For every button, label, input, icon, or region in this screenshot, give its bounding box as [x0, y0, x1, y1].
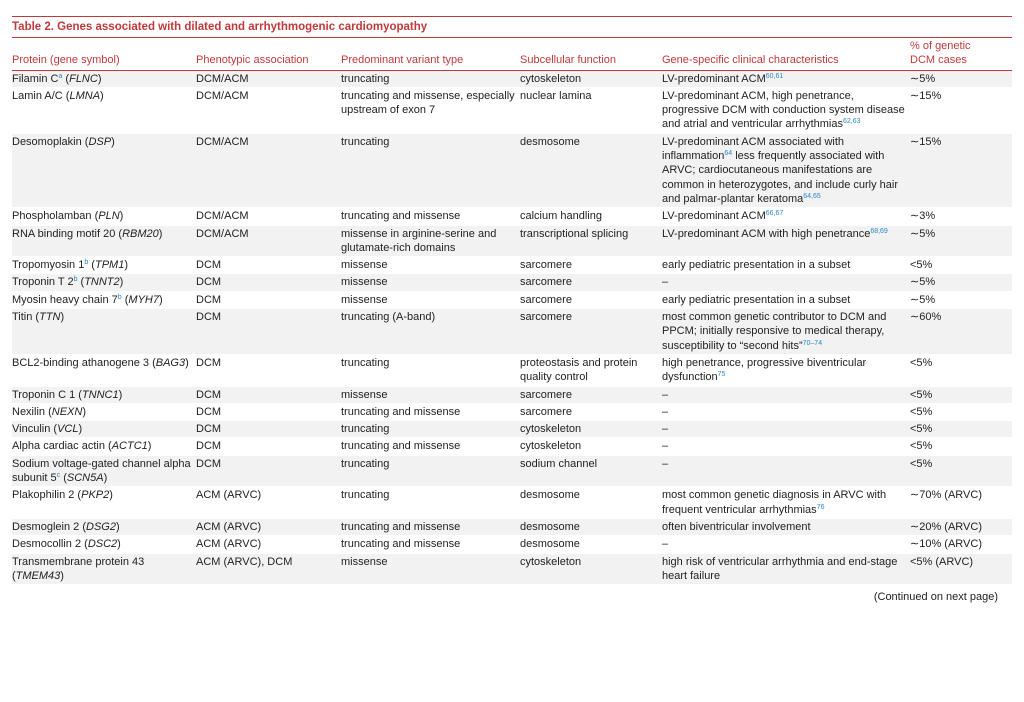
cell-pct	[910, 291, 1012, 308]
clinical-text: –	[662, 440, 669, 453]
phenotype-text: DCM	[196, 405, 222, 418]
cell-subcellular	[520, 455, 662, 487]
table-row	[12, 354, 1012, 386]
cell-pct	[910, 438, 1012, 455]
protein-name: Sodium voltage-gated channel alpha subunit 5	[12, 457, 191, 485]
cell-protein: Filamin $C^a$ (FLNC)	[12, 70, 196, 87]
protein-name: Desomoplakin	[12, 135, 82, 148]
cell-pct	[910, 208, 1012, 225]
pct-text: <5%	[910, 457, 933, 470]
cell-protein: Desomoplakin (DSP)	[12, 133, 196, 207]
subcellular-text: cytoskeleton	[520, 72, 582, 85]
phenotype-text: ACM (ARVC)	[196, 538, 262, 551]
gene-symbol: DSP	[88, 135, 112, 148]
protein-name: Troponin C 1	[12, 388, 76, 401]
protein-name: RNA binding motif 20	[12, 227, 116, 240]
cell-variant	[341, 274, 520, 291]
gene-symbol: NEXN	[51, 405, 83, 418]
clinical-text: high risk of ventricular arrhythmia and end-stage heart failure	[662, 555, 898, 582]
cell-clinical	[662, 487, 910, 519]
cell-variant	[341, 438, 520, 455]
cell-variant	[341, 208, 520, 225]
table-row	[12, 225, 1012, 257]
cell-phenotype	[196, 274, 341, 291]
subcellular-text: sarcomere	[520, 388, 572, 401]
protein-name: Titin	[12, 311, 33, 324]
cell-protein: Troponin C 1 (TNNC1)	[12, 386, 196, 403]
clinical-text: often biventricular involvement	[662, 520, 811, 533]
phenotype-text: DCM	[196, 259, 222, 272]
variant-text: missense	[341, 388, 388, 401]
header-pct-line2: DCM cases	[910, 54, 967, 67]
clinical-text: LV-predominant ACM, high penetrance, progressive DCM with conduction system disease and atrial and ventricular arrhythmias	[662, 89, 905, 131]
variant-text: truncating	[341, 135, 390, 148]
cell-variant	[341, 225, 520, 257]
cell-clinical	[662, 403, 910, 420]
table-row	[12, 403, 1012, 420]
cell-phenotype	[196, 70, 341, 87]
variant-text: missense	[341, 259, 388, 272]
protein-name: Phospholamban	[12, 210, 92, 223]
cell-variant	[341, 536, 520, 553]
cell-pct	[910, 133, 1012, 207]
gene-symbol: TNNC1	[81, 388, 119, 401]
phenotype-text: DCM	[196, 311, 222, 324]
header-variant: Predominant variant type	[341, 38, 520, 70]
pct-text: ∼10% (ARVC)	[910, 538, 982, 551]
pct-text: ∼20% (ARVC)	[910, 520, 982, 533]
pct-text: <5% (ARVC)	[910, 555, 974, 568]
phenotype-text: DCM	[196, 440, 222, 453]
cell-subcellular	[520, 438, 662, 455]
cell-protein: Troponin T 2$^b$ (TNNT2)	[12, 274, 196, 291]
cell-subcellular	[520, 487, 662, 519]
clinical-reference: 66,67	[765, 210, 784, 218]
cell-subcellular	[520, 518, 662, 535]
cell-variant	[341, 487, 520, 519]
cell-variant	[341, 386, 520, 403]
cell-clinical	[662, 208, 910, 225]
cell-protein: Titin (TTN)	[12, 309, 196, 355]
cell-subcellular	[520, 291, 662, 308]
cell-phenotype	[196, 421, 341, 438]
cell-pct	[910, 403, 1012, 420]
cell-variant	[341, 257, 520, 274]
continued-note	[12, 591, 1012, 603]
gene-symbol: TNNT2	[84, 276, 120, 289]
clinical-text: most common genetic contributor to DCM and PPCM; initially responsive to medical therapy, susceptibility to “second hits”	[662, 311, 887, 352]
header-row	[12, 38, 1012, 70]
clinical-text: –	[662, 276, 669, 289]
protein-name: Transmembrane protein 43	[12, 555, 145, 568]
table-row	[12, 536, 1012, 553]
phenotype-text: DCM/ACM	[196, 72, 249, 85]
clinical-text: LV-predominant ACM	[662, 210, 766, 223]
clinical-text: –	[662, 405, 669, 418]
subcellular-text: sodium channel	[520, 457, 598, 470]
cell-phenotype	[196, 291, 341, 308]
cell-subcellular	[520, 225, 662, 257]
table-row	[12, 291, 1012, 308]
protein-name: Filamin C	[12, 72, 59, 85]
cell-subcellular	[520, 274, 662, 291]
cell-clinical	[662, 291, 910, 308]
cell-protein: RNA binding motif 20 (RBM20)	[12, 225, 196, 257]
cell-phenotype	[196, 133, 341, 207]
subcellular-text: calcium handling	[520, 210, 602, 223]
header-protein: Protein (gene symbol)	[12, 38, 196, 70]
cell-protein: Plakophilin 2 (PKP2)	[12, 487, 196, 519]
cell-protein: Vinculin (VCL)	[12, 421, 196, 438]
protein-name: Troponin T 2	[12, 276, 74, 289]
gene-symbol: FLNC	[69, 72, 98, 85]
subcellular-text: desmosome	[520, 520, 580, 533]
header-phenotype: Phenotypic association	[196, 38, 341, 70]
protein-name: Nexilin	[12, 405, 46, 418]
gene-symbol: ACTC1	[111, 440, 148, 453]
clinical-text: LV-predominant ACM with high penetrance	[662, 227, 871, 240]
table-row	[12, 133, 1012, 207]
gene-symbol: PKP2	[81, 489, 110, 502]
clinical-text: most common genetic diagnosis in ARVC with frequent ventricular arrhythmias	[662, 489, 887, 516]
cell-pct	[910, 354, 1012, 386]
phenotype-text: DCM/ACM	[196, 227, 249, 240]
cell-clinical	[662, 354, 910, 386]
gene-symbol: DSC2	[87, 538, 118, 551]
cell-pct	[910, 87, 1012, 133]
cell-clinical	[662, 274, 910, 291]
gene-symbol: RBM20	[122, 227, 159, 240]
clinical-text: –	[662, 388, 669, 401]
cell-pct	[910, 421, 1012, 438]
cell-variant	[341, 553, 520, 585]
gene-symbol: LMNA	[69, 89, 101, 102]
protein-name: Vinculin	[12, 423, 51, 436]
variant-text: truncating	[341, 423, 390, 436]
protein-name: Alpha cardiac actin	[12, 440, 105, 453]
cell-phenotype	[196, 309, 341, 355]
clinical-text: –	[662, 423, 669, 436]
cell-variant	[341, 354, 520, 386]
variant-text: missense in arginine-serine and glutamate-rich domains	[341, 227, 497, 254]
cell-subcellular	[520, 309, 662, 355]
cell-subcellular	[520, 87, 662, 133]
cell-clinical	[662, 536, 910, 553]
pct-text: ∼5%	[910, 72, 936, 85]
protein-name: Lamin A/C	[12, 89, 63, 102]
subcellular-text: sarcomere	[520, 276, 572, 289]
cell-protein: Alpha cardiac actin (ACTC1)	[12, 438, 196, 455]
cell-clinical	[662, 87, 910, 133]
clinical-reference: 68,69	[870, 227, 888, 235]
subcellular-text: desmosome	[520, 538, 580, 551]
cell-subcellular	[520, 354, 662, 386]
cell-protein: Desmoglein 2 (DSG2)	[12, 518, 196, 535]
subcellular-text: cytoskeleton	[520, 555, 582, 568]
cell-protein: Sodium voltage-gated channel alpha subunit 5$^c$ (SCN5A)	[12, 455, 196, 487]
cell-phenotype	[196, 257, 341, 274]
cell-phenotype	[196, 403, 341, 420]
phenotype-text: ACM (ARVC), DCM	[196, 555, 293, 568]
table-row	[12, 421, 1012, 438]
clinical-reference: 62,63	[842, 118, 861, 126]
subcellular-text: cytoskeleton	[520, 440, 582, 453]
clinical-reference: 76	[816, 503, 825, 511]
pct-text: ∼5%	[910, 276, 936, 289]
cell-phenotype	[196, 386, 341, 403]
gene-symbol: TTN	[39, 311, 61, 324]
subcellular-text: desmosome	[520, 489, 580, 502]
cell-variant	[341, 309, 520, 355]
continued-close-paren: )	[994, 591, 998, 604]
header-subcellular: Subcellular function	[520, 38, 662, 70]
pct-text: ∼15%	[910, 89, 942, 102]
variant-text: truncating (A-band)	[341, 311, 436, 324]
pct-text: <5%	[910, 388, 933, 401]
genes-table	[12, 38, 1012, 585]
cell-variant	[341, 455, 520, 487]
cell-subcellular	[520, 208, 662, 225]
protein-name: Tropomyosin 1	[12, 259, 85, 272]
variant-text: missense	[341, 293, 388, 306]
cell-clinical	[662, 421, 910, 438]
cell-protein: Tropomyosin 1$^b$ (TPM1)	[12, 257, 196, 274]
protein-name: Desmocollin 2	[12, 538, 82, 551]
phenotype-text: DCM	[196, 388, 222, 401]
gene-symbol: BAG3	[155, 356, 186, 369]
cell-pct	[910, 309, 1012, 355]
cell-subcellular	[520, 403, 662, 420]
variant-text: truncating and missense, especially upstream of exon 7	[341, 89, 515, 117]
cell-phenotype	[196, 87, 341, 133]
cell-pct	[910, 455, 1012, 487]
phenotype-text: DCM	[196, 293, 222, 306]
subcellular-text: sarcomere	[520, 311, 572, 324]
cell-clinical	[662, 133, 910, 207]
phenotype-text: DCM/ACM	[196, 89, 249, 102]
protein-footnote-marker: c	[56, 472, 61, 480]
gene-symbol: TPM1	[94, 259, 125, 272]
table-row	[12, 553, 1012, 585]
cell-pct	[910, 70, 1012, 87]
subcellular-text: transcriptional splicing	[520, 227, 629, 240]
cell-phenotype	[196, 455, 341, 487]
protein-footnote-marker: b	[117, 293, 122, 301]
gene-symbol: MYH7	[128, 293, 159, 306]
table-row	[12, 487, 1012, 519]
cell-subcellular	[520, 70, 662, 87]
cell-pct	[910, 487, 1012, 519]
gene-symbol: DSG2	[86, 520, 116, 533]
continued-text: Continued on next page	[877, 591, 995, 604]
cell-pct	[910, 257, 1012, 274]
cell-protein: Transmembrane protein 43 (TMEM43)	[12, 553, 196, 585]
clinical-text: LV-predominant ACM associated with inflammation	[662, 135, 844, 163]
header-clinical: Gene-specific clinical characteristics	[662, 38, 910, 70]
gene-symbol: PLN	[98, 210, 120, 223]
cell-variant	[341, 291, 520, 308]
variant-text: truncating	[341, 72, 390, 85]
cell-clinical	[662, 455, 910, 487]
cell-protein: Nexilin (NEXN)	[12, 403, 196, 420]
cell-phenotype	[196, 487, 341, 519]
table-title: Table 2. Genes associated with dilated and arrhythmogenic cardiomyopathy	[12, 21, 428, 33]
protein-footnote-marker: a	[58, 72, 63, 80]
variant-text: truncating and missense	[341, 520, 461, 533]
cell-pct	[910, 553, 1012, 585]
table-page	[12, 0, 1012, 603]
pct-text: ∼3%	[910, 210, 936, 223]
table-row	[12, 70, 1012, 87]
pct-text: <5%	[910, 259, 933, 272]
pct-text: ∼5%	[910, 227, 936, 240]
cell-pct	[910, 225, 1012, 257]
cell-subcellular	[520, 257, 662, 274]
cell-subcellular	[520, 553, 662, 585]
table-row	[12, 274, 1012, 291]
cell-variant	[341, 133, 520, 207]
table-row	[12, 518, 1012, 535]
cell-clinical	[662, 553, 910, 585]
cell-variant	[341, 421, 520, 438]
cell-protein: Myosin heavy chain 7$^b$ (MYH7)	[12, 291, 196, 308]
phenotype-text: DCM	[196, 356, 222, 369]
cell-pct	[910, 386, 1012, 403]
variant-text: truncating	[341, 489, 390, 502]
cell-phenotype	[196, 225, 341, 257]
phenotype-text: DCM	[196, 423, 222, 436]
protein-name: Myosin heavy chain 7	[12, 293, 118, 306]
cell-subcellular	[520, 386, 662, 403]
header-pct-line1: % of genetic	[910, 40, 971, 52]
table-row	[12, 386, 1012, 403]
cell-clinical	[662, 438, 910, 455]
table-row	[12, 208, 1012, 225]
variant-text: missense	[341, 555, 388, 568]
cell-phenotype	[196, 438, 341, 455]
phenotype-text: ACM (ARVC)	[196, 489, 262, 502]
table-row	[12, 309, 1012, 355]
clinical-reference: 64	[724, 150, 733, 158]
protein-footnote-marker: b	[73, 276, 78, 284]
variant-text: truncating and missense	[341, 210, 461, 223]
continued-open-paren: (	[873, 591, 878, 604]
pct-text: ∼5%	[910, 293, 936, 306]
subcellular-text: cytoskeleton	[520, 423, 582, 436]
subcellular-text: nuclear lamina	[520, 89, 592, 102]
cell-clinical	[662, 257, 910, 274]
gene-symbol: TMEM43	[15, 569, 61, 582]
clinical-text: high penetrance, progressive biventricular dysfunction	[662, 356, 867, 384]
cell-clinical	[662, 518, 910, 535]
cell-variant	[341, 70, 520, 87]
cell-protein: Phospholamban (PLN)	[12, 208, 196, 225]
clinical-reference: 70–74	[802, 339, 823, 347]
cell-subcellular	[520, 536, 662, 553]
phenotype-text: DCM/ACM	[196, 210, 249, 223]
table-row	[12, 438, 1012, 455]
cell-subcellular	[520, 421, 662, 438]
cell-subcellular	[520, 133, 662, 207]
variant-text: truncating and missense	[341, 440, 461, 453]
pct-text: <5%	[910, 356, 933, 369]
protein-name: Plakophilin 2	[12, 489, 75, 502]
clinical-reference: 75	[717, 371, 726, 379]
subcellular-text: proteostasis and protein quality control	[520, 356, 638, 384]
cell-clinical	[662, 70, 910, 87]
cell-pct	[910, 274, 1012, 291]
subcellular-text: sarcomere	[520, 259, 572, 272]
table-row	[12, 87, 1012, 133]
phenotype-text: DCM/ACM	[196, 135, 249, 148]
protein-footnote-marker: b	[84, 259, 89, 267]
variant-text: missense	[341, 276, 388, 289]
cell-pct	[910, 536, 1012, 553]
clinical-text: early pediatric presentation in a subset	[662, 259, 851, 272]
header-pct	[910, 38, 1012, 70]
table-row	[12, 257, 1012, 274]
pct-text: ∼70% (ARVC)	[910, 489, 982, 502]
cell-phenotype	[196, 553, 341, 585]
pct-text: <5%	[910, 423, 933, 436]
clinical-text: LV-predominant ACM	[662, 72, 766, 85]
phenotype-text: ACM (ARVC)	[196, 520, 262, 533]
subcellular-text: desmosome	[520, 135, 580, 148]
cell-protein: Desmocollin 2 (DSC2)	[12, 536, 196, 553]
pct-text: ∼15%	[910, 135, 942, 148]
clinical-reference: 60,61	[765, 72, 784, 80]
cell-phenotype	[196, 354, 341, 386]
clinical-text: early pediatric presentation in a subset	[662, 293, 851, 306]
subcellular-text: sarcomere	[520, 293, 572, 306]
cell-clinical	[662, 309, 910, 355]
clinical-text: –	[662, 538, 669, 551]
clinical-text-continued: less frequently associated with ARVC; cardiocutaneous manifestations are common in heterozygotes, and include curly hair and palmar-plantar keratoma	[662, 150, 899, 205]
cell-variant	[341, 518, 520, 535]
cell-variant	[341, 87, 520, 133]
pct-text: ∼60%	[910, 311, 942, 324]
cell-protein: BCL2-binding athanogene 3 (BAG3)	[12, 354, 196, 386]
variant-text: truncating	[341, 457, 390, 470]
variant-text: truncating and missense	[341, 538, 461, 551]
clinical-reference: 64,65	[803, 192, 821, 200]
cell-phenotype	[196, 518, 341, 535]
cell-pct	[910, 518, 1012, 535]
cell-phenotype	[196, 208, 341, 225]
protein-name: Desmoglein 2	[12, 520, 80, 533]
phenotype-text: DCM	[196, 276, 222, 289]
variant-text: truncating	[341, 356, 390, 369]
pct-text: <5%	[910, 405, 933, 418]
protein-name: BCL2-binding athanogene 3	[12, 356, 150, 369]
table-row	[12, 455, 1012, 487]
cell-phenotype	[196, 536, 341, 553]
variant-text: truncating and missense	[341, 405, 461, 418]
gene-symbol: VCL	[57, 423, 79, 436]
cell-clinical	[662, 225, 910, 257]
gene-symbol: SCN5A	[66, 472, 104, 485]
clinical-text: –	[662, 457, 669, 470]
pct-text: <5%	[910, 440, 933, 453]
cell-clinical	[662, 386, 910, 403]
cell-variant	[341, 403, 520, 420]
phenotype-text: DCM	[196, 457, 222, 470]
cell-protein: Lamin A/C (LMNA)	[12, 87, 196, 133]
subcellular-text: sarcomere	[520, 405, 572, 418]
